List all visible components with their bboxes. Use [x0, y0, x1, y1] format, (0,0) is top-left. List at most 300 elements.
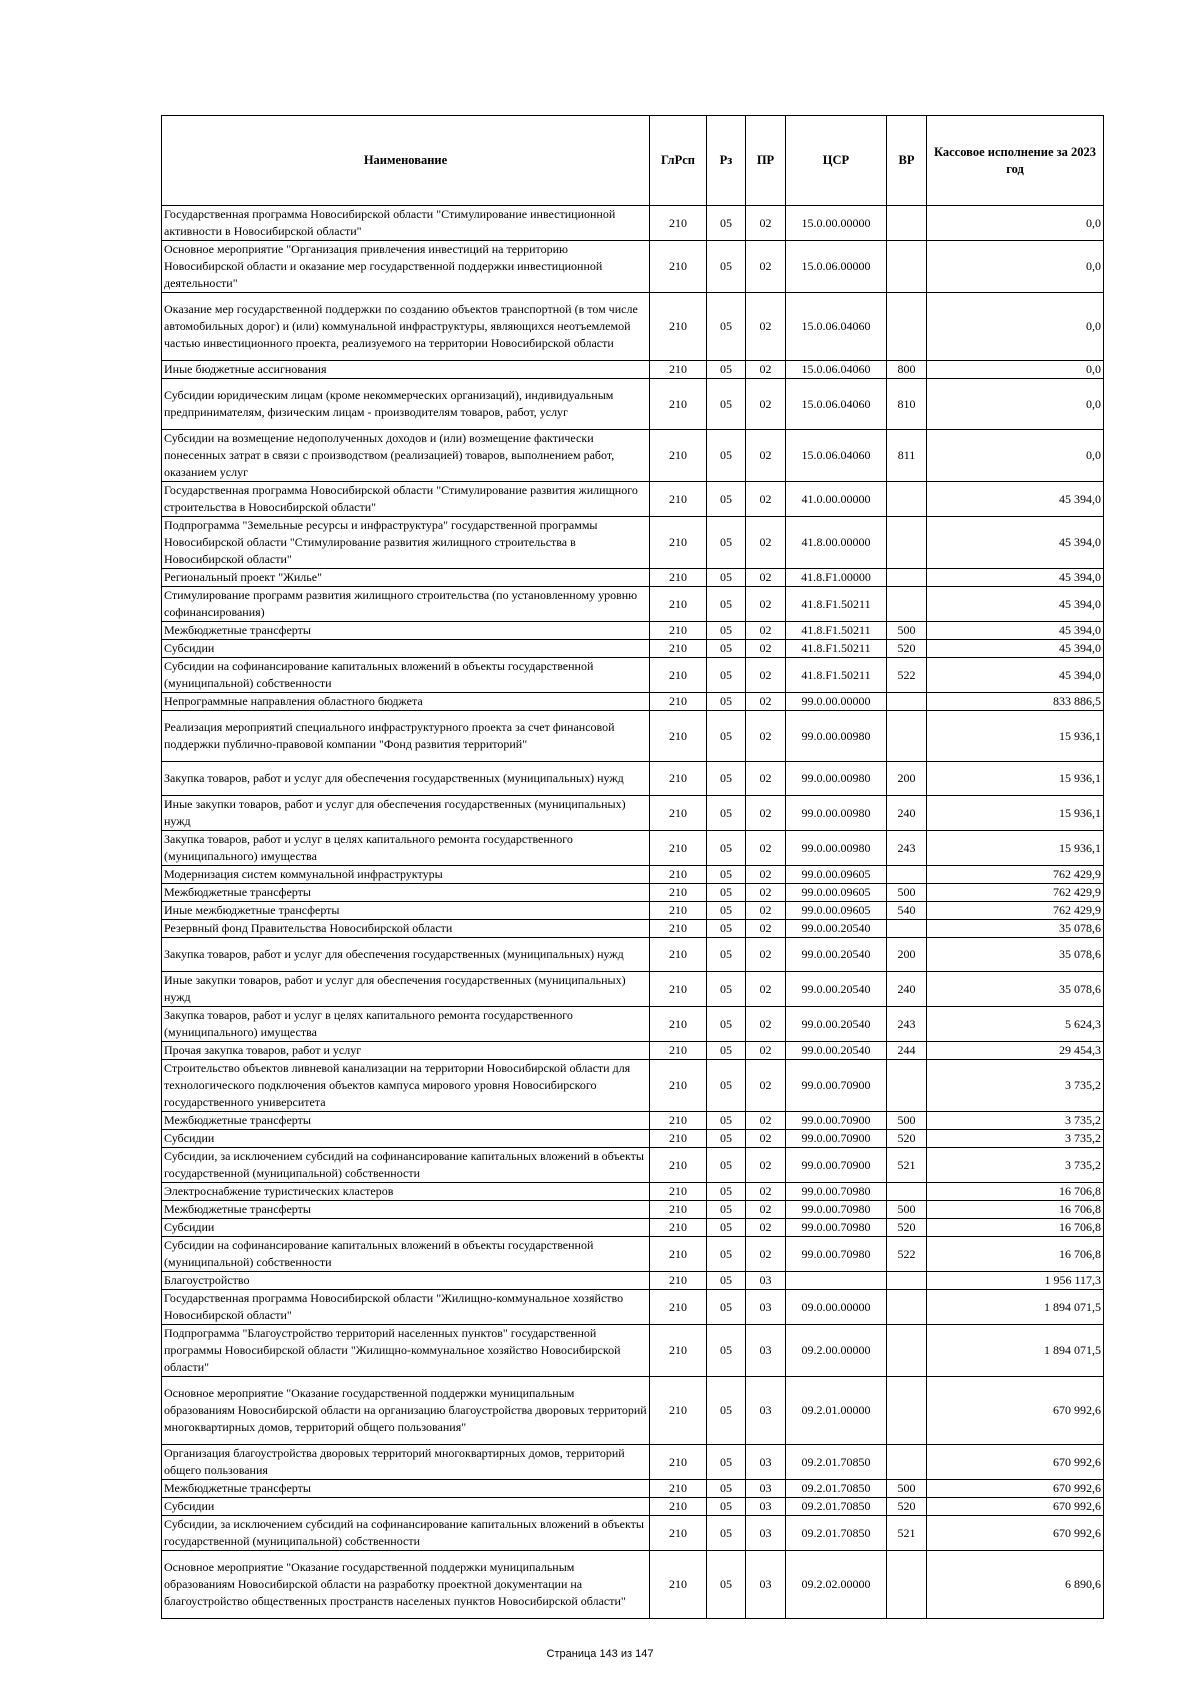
table-row: [162, 866, 1104, 884]
table-row: [162, 293, 1104, 361]
table-row: [162, 587, 1104, 622]
cell-rz: 05: [707, 640, 746, 658]
cell-amount: 1 894 071,5: [927, 1290, 1104, 1325]
cell-vr: 520: [887, 1130, 927, 1148]
cell-glrsp: 210: [650, 1130, 707, 1148]
cell-pr: 03: [746, 1445, 786, 1480]
cell-csr: 15.0.06.04060: [786, 293, 887, 361]
cell-vr: 500: [887, 1201, 927, 1219]
cell-amount: 15 936,1: [927, 711, 1104, 762]
cell-pr: 02: [746, 569, 786, 587]
cell-amount: 3 735,2: [927, 1130, 1104, 1148]
cell-pr: 02: [746, 1007, 786, 1042]
cell-csr: 99.0.00.20540: [786, 1042, 887, 1060]
cell-name: Межбюджетные трансферты: [162, 884, 650, 902]
cell-vr: [887, 587, 927, 622]
cell-name: Непрограммные направления областного бюджета: [162, 693, 650, 711]
cell-pr: 03: [746, 1498, 786, 1516]
cell-rz: 05: [707, 831, 746, 866]
cell-pr: 02: [746, 379, 786, 430]
cell-vr: [887, 482, 927, 517]
table-row: [162, 361, 1104, 379]
cell-name: Основное мероприятие "Оказание государственной поддержки муниципальным образованиям Новосибирской области на организацию благоустройства дворовых территорий многоквартирных домов, территорий общего пользования": [162, 1377, 650, 1445]
cell-glrsp: 210: [650, 1201, 707, 1219]
cell-name: Иные бюджетные ассигнования: [162, 361, 650, 379]
cell-vr: 240: [887, 972, 927, 1007]
cell-vr: [887, 1183, 927, 1201]
table-row: [162, 1060, 1104, 1112]
cell-name: Закупка товаров, работ и услуг в целях капитального ремонта государственного (муниципального) имущества: [162, 831, 650, 866]
cell-rz: 05: [707, 1516, 746, 1551]
cell-pr: 03: [746, 1480, 786, 1498]
cell-csr: 15.0.06.00000: [786, 241, 887, 293]
cell-name: Субсидии, за исключением субсидий на софинансирование капитальных вложений в объекты государственной (муниципальной) собственности: [162, 1516, 650, 1551]
cell-csr: 99.0.00.70980: [786, 1219, 887, 1237]
cell-vr: [887, 1290, 927, 1325]
cell-pr: 02: [746, 1130, 786, 1148]
cell-amount: 45 394,0: [927, 640, 1104, 658]
header-amount: Кассовое исполнение за 2023 год: [927, 116, 1104, 206]
cell-glrsp: 210: [650, 587, 707, 622]
cell-rz: 05: [707, 762, 746, 796]
cell-csr: 99.0.00.09605: [786, 866, 887, 884]
cell-pr: 02: [746, 241, 786, 293]
cell-name: Модернизация систем коммунальной инфраструктуры: [162, 866, 650, 884]
cell-vr: 800: [887, 361, 927, 379]
cell-rz: 05: [707, 430, 746, 482]
cell-pr: 02: [746, 1148, 786, 1183]
cell-pr: 02: [746, 361, 786, 379]
cell-rz: 05: [707, 1219, 746, 1237]
header-vr: ВР: [887, 116, 927, 206]
cell-name: Субсидии: [162, 1130, 650, 1148]
cell-rz: 05: [707, 482, 746, 517]
cell-pr: 02: [746, 1219, 786, 1237]
table-row: [162, 884, 1104, 902]
cell-vr: 520: [887, 640, 927, 658]
cell-rz: 05: [707, 938, 746, 972]
table-row: [162, 206, 1104, 241]
table-row: [162, 430, 1104, 482]
cell-amount: 45 394,0: [927, 569, 1104, 587]
cell-glrsp: 210: [650, 293, 707, 361]
cell-rz: 05: [707, 1201, 746, 1219]
cell-name: Субсидии юридическим лицам (кроме некоммерческих организаций), индивидуальным предпринимателям, физическим лицам - производителям товаров, работ, услуг: [162, 379, 650, 430]
table-row: [162, 796, 1104, 831]
cell-glrsp: 210: [650, 972, 707, 1007]
cell-csr: 99.0.00.00980: [786, 831, 887, 866]
cell-vr: [887, 517, 927, 569]
cell-vr: 522: [887, 658, 927, 693]
cell-rz: 05: [707, 517, 746, 569]
table-row: [162, 1516, 1104, 1551]
cell-amount: 0,0: [927, 241, 1104, 293]
cell-name: Субсидии: [162, 640, 650, 658]
cell-csr: 09.2.02.00000: [786, 1551, 887, 1619]
cell-pr: 02: [746, 831, 786, 866]
cell-amount: 15 936,1: [927, 762, 1104, 796]
table-row: [162, 1445, 1104, 1480]
cell-vr: 522: [887, 1237, 927, 1272]
table-row: [162, 1130, 1104, 1148]
cell-name: Межбюджетные трансферты: [162, 1201, 650, 1219]
cell-vr: 200: [887, 938, 927, 972]
cell-rz: 05: [707, 293, 746, 361]
cell-amount: 15 936,1: [927, 831, 1104, 866]
cell-pr: 02: [746, 622, 786, 640]
cell-pr: 02: [746, 587, 786, 622]
cell-rz: 05: [707, 1445, 746, 1480]
cell-csr: 99.0.00.70900: [786, 1112, 887, 1130]
cell-amount: 762 429,9: [927, 884, 1104, 902]
cell-vr: [887, 1325, 927, 1377]
cell-amount: 45 394,0: [927, 587, 1104, 622]
cell-rz: 05: [707, 902, 746, 920]
cell-rz: 05: [707, 1112, 746, 1130]
cell-pr: 02: [746, 920, 786, 938]
table-header-row: [162, 116, 1104, 206]
cell-csr: 99.0.00.70980: [786, 1237, 887, 1272]
cell-csr: 99.0.00.20540: [786, 920, 887, 938]
cell-vr: 521: [887, 1148, 927, 1183]
cell-amount: 3 735,2: [927, 1060, 1104, 1112]
table-row: [162, 1290, 1104, 1325]
cell-amount: 45 394,0: [927, 658, 1104, 693]
header-pr: ПР: [746, 116, 786, 206]
budget-table: [161, 115, 1104, 1619]
cell-amount: 670 992,6: [927, 1498, 1104, 1516]
table-row: [162, 658, 1104, 693]
cell-name: Иные закупки товаров, работ и услуг для обеспечения государственных (муниципальных) нужд: [162, 972, 650, 1007]
cell-name: Региональный проект "Жилье": [162, 569, 650, 587]
cell-vr: 240: [887, 796, 927, 831]
cell-name: Закупка товаров, работ и услуг для обеспечения государственных (муниципальных) нужд: [162, 762, 650, 796]
cell-rz: 05: [707, 693, 746, 711]
cell-glrsp: 210: [650, 1498, 707, 1516]
cell-glrsp: 210: [650, 920, 707, 938]
cell-glrsp: 210: [650, 1183, 707, 1201]
cell-pr: 03: [746, 1551, 786, 1619]
cell-pr: 02: [746, 517, 786, 569]
cell-amount: 670 992,6: [927, 1377, 1104, 1445]
cell-name: Закупка товаров, работ и услуг для обеспечения государственных (муниципальных) нужд: [162, 938, 650, 972]
cell-amount: 16 706,8: [927, 1183, 1104, 1201]
cell-pr: 02: [746, 972, 786, 1007]
cell-amount: 45 394,0: [927, 517, 1104, 569]
cell-rz: 05: [707, 1272, 746, 1290]
table-row: [162, 569, 1104, 587]
cell-glrsp: 210: [650, 206, 707, 241]
cell-vr: [887, 1377, 927, 1445]
cell-name: Иные закупки товаров, работ и услуг для обеспечения государственных (муниципальных) нужд: [162, 796, 650, 831]
cell-glrsp: 210: [650, 884, 707, 902]
cell-name: Подпрограмма "Земельные ресурсы и инфраструктура" государственной программы Новосибирской области "Стимулирование развития жилищного строительства в Новосибирской области": [162, 517, 650, 569]
cell-rz: 05: [707, 1498, 746, 1516]
cell-name: Субсидии на софинансирование капитальных вложений в объекты государственной (муниципальной) собственности: [162, 1237, 650, 1272]
header-name: Наименование: [162, 116, 650, 206]
cell-vr: [887, 1445, 927, 1480]
cell-glrsp: 210: [650, 866, 707, 884]
cell-pr: 02: [746, 640, 786, 658]
cell-pr: 03: [746, 1290, 786, 1325]
cell-csr: 99.0.00.20540: [786, 1007, 887, 1042]
cell-amount: 16 706,8: [927, 1237, 1104, 1272]
cell-glrsp: 210: [650, 1325, 707, 1377]
cell-glrsp: 210: [650, 1290, 707, 1325]
cell-amount: 16 706,8: [927, 1219, 1104, 1237]
cell-amount: 29 454,3: [927, 1042, 1104, 1060]
table-row: [162, 517, 1104, 569]
cell-csr: 99.0.00.70900: [786, 1060, 887, 1112]
cell-name: Межбюджетные трансферты: [162, 1112, 650, 1130]
cell-name: Основное мероприятие "Организация привлечения инвестиций на территорию Новосибирской области и оказание мер государственной поддержки инвестиционной деятельности": [162, 241, 650, 293]
cell-rz: 05: [707, 884, 746, 902]
cell-csr: 15.0.06.04060: [786, 430, 887, 482]
cell-vr: 200: [887, 762, 927, 796]
header-glrsp: ГлРсп: [650, 116, 707, 206]
table-row: [162, 379, 1104, 430]
cell-rz: 05: [707, 972, 746, 1007]
cell-rz: 05: [707, 1148, 746, 1183]
cell-csr: 41.8.F1.50211: [786, 587, 887, 622]
table-row: [162, 1480, 1104, 1498]
cell-name: Субсидии на возмещение недополученных доходов и (или) возмещение фактически понесенных затрат в связи с производством (реализацией) товаров, выполнением работ, оказанием услуг: [162, 430, 650, 482]
cell-name: Оказание мер государственной поддержки по созданию объектов транспортной (в том числе автомобильных дорог) и (или) коммунальной инфраструктуры, являющихся неотъемлемой частью инвестиционного проекта, реализуемого на территории Новосибирской области: [162, 293, 650, 361]
cell-csr: 41.8.F1.50211: [786, 658, 887, 693]
cell-pr: 02: [746, 658, 786, 693]
header-rz: Рз: [707, 116, 746, 206]
cell-name: Подпрограмма "Благоустройство территорий населенных пунктов" государственной программы Новосибирской области "Жилищно-коммунальное хозяйство Новосибирской области": [162, 1325, 650, 1377]
cell-name: Межбюджетные трансферты: [162, 1480, 650, 1498]
cell-glrsp: 210: [650, 711, 707, 762]
table-row: [162, 1112, 1104, 1130]
cell-vr: 520: [887, 1498, 927, 1516]
table-body: [162, 206, 1104, 1619]
cell-name: Стимулирование программ развития жилищного строительства (по установленному уровню софинансирования): [162, 587, 650, 622]
cell-amount: 0,0: [927, 430, 1104, 482]
cell-glrsp: 210: [650, 762, 707, 796]
cell-amount: 3 735,2: [927, 1148, 1104, 1183]
table-row: [162, 1219, 1104, 1237]
cell-csr: 41.8.00.00000: [786, 517, 887, 569]
cell-vr: [887, 1060, 927, 1112]
cell-glrsp: 210: [650, 1060, 707, 1112]
cell-name: Субсидии на софинансирование капитальных вложений в объекты государственной (муниципальной) собственности: [162, 658, 650, 693]
cell-rz: 05: [707, 1480, 746, 1498]
table-row: [162, 640, 1104, 658]
cell-pr: 02: [746, 938, 786, 972]
cell-rz: 05: [707, 1290, 746, 1325]
cell-rz: 05: [707, 920, 746, 938]
cell-csr: 15.0.06.04060: [786, 361, 887, 379]
cell-pr: 02: [746, 693, 786, 711]
cell-vr: 540: [887, 902, 927, 920]
cell-csr: 09.2.01.70850: [786, 1516, 887, 1551]
cell-csr: 99.0.00.70980: [786, 1183, 887, 1201]
cell-amount: 0,0: [927, 379, 1104, 430]
table-row: [162, 1377, 1104, 1445]
cell-glrsp: 210: [650, 1445, 707, 1480]
cell-glrsp: 210: [650, 1219, 707, 1237]
cell-vr: [887, 920, 927, 938]
cell-glrsp: 210: [650, 1237, 707, 1272]
cell-glrsp: 210: [650, 938, 707, 972]
cell-rz: 05: [707, 1183, 746, 1201]
cell-pr: 03: [746, 1377, 786, 1445]
cell-glrsp: 210: [650, 517, 707, 569]
cell-vr: 500: [887, 1112, 927, 1130]
table-row: [162, 1272, 1104, 1290]
cell-vr: [887, 293, 927, 361]
cell-amount: 762 429,9: [927, 866, 1104, 884]
cell-pr: 02: [746, 762, 786, 796]
cell-rz: 05: [707, 1042, 746, 1060]
cell-pr: 02: [746, 1201, 786, 1219]
cell-rz: 05: [707, 241, 746, 293]
cell-name: Межбюджетные трансферты: [162, 622, 650, 640]
cell-glrsp: 210: [650, 1148, 707, 1183]
cell-pr: 02: [746, 902, 786, 920]
table-row: [162, 1007, 1104, 1042]
cell-vr: 520: [887, 1219, 927, 1237]
cell-amount: 45 394,0: [927, 622, 1104, 640]
cell-name: Прочая закупка товаров, работ и услуг: [162, 1042, 650, 1060]
cell-amount: 833 886,5: [927, 693, 1104, 711]
cell-amount: 1 894 071,5: [927, 1325, 1104, 1377]
cell-rz: 05: [707, 569, 746, 587]
cell-glrsp: 210: [650, 569, 707, 587]
cell-vr: [887, 206, 927, 241]
cell-rz: 05: [707, 622, 746, 640]
cell-csr: 99.0.00.09605: [786, 884, 887, 902]
cell-glrsp: 210: [650, 796, 707, 831]
table-row: [162, 920, 1104, 938]
cell-name: Закупка товаров, работ и услуг в целях капитального ремонта государственного (муниципального) имущества: [162, 1007, 650, 1042]
cell-vr: [887, 711, 927, 762]
cell-glrsp: 210: [650, 361, 707, 379]
table-row: [162, 622, 1104, 640]
cell-csr: 09.0.00.00000: [786, 1290, 887, 1325]
table-row: [162, 241, 1104, 293]
cell-pr: 02: [746, 866, 786, 884]
cell-csr: 99.0.00.00980: [786, 762, 887, 796]
cell-csr: 41.8.F1.50211: [786, 640, 887, 658]
cell-glrsp: 210: [650, 693, 707, 711]
cell-vr: [887, 1551, 927, 1619]
table-row: [162, 1148, 1104, 1183]
cell-amount: 0,0: [927, 206, 1104, 241]
table-row: [162, 1325, 1104, 1377]
cell-glrsp: 210: [650, 1480, 707, 1498]
cell-amount: 670 992,6: [927, 1516, 1104, 1551]
table-row: [162, 762, 1104, 796]
cell-name: Государственная программа Новосибирской области "Жилищно-коммунальное хозяйство Новосибирской области": [162, 1290, 650, 1325]
cell-glrsp: 210: [650, 1377, 707, 1445]
cell-csr: 99.0.00.00980: [786, 796, 887, 831]
table-row: [162, 693, 1104, 711]
cell-rz: 05: [707, 587, 746, 622]
cell-rz: 05: [707, 711, 746, 762]
cell-name: Электроснабжение туристических кластеров: [162, 1183, 650, 1201]
table-row: [162, 831, 1104, 866]
cell-vr: 244: [887, 1042, 927, 1060]
cell-pr: 02: [746, 796, 786, 831]
cell-amount: 0,0: [927, 361, 1104, 379]
cell-glrsp: 210: [650, 379, 707, 430]
cell-amount: 762 429,9: [927, 902, 1104, 920]
cell-csr: 99.0.00.70980: [786, 1201, 887, 1219]
header-csr: ЦСР: [786, 116, 887, 206]
cell-pr: 03: [746, 1325, 786, 1377]
cell-glrsp: 210: [650, 1272, 707, 1290]
cell-rz: 05: [707, 361, 746, 379]
table-row: [162, 1551, 1104, 1619]
cell-rz: 05: [707, 1060, 746, 1112]
cell-csr: 09.2.01.00000: [786, 1377, 887, 1445]
cell-pr: 02: [746, 1237, 786, 1272]
table-row: [162, 482, 1104, 517]
cell-vr: 521: [887, 1516, 927, 1551]
cell-amount: 35 078,6: [927, 972, 1104, 1007]
cell-rz: 05: [707, 1237, 746, 1272]
cell-csr: 41.8.F1.00000: [786, 569, 887, 587]
cell-glrsp: 210: [650, 430, 707, 482]
cell-csr: 99.0.00.09605: [786, 902, 887, 920]
page-number: Страница 143 из 147: [546, 1648, 654, 1660]
cell-name: Основное мероприятие "Оказание государственной поддержки муниципальным образованиям Новосибирской области на разработку проектной документации на благоустройство общественных пространств населеных пунктов Новосибирской области": [162, 1551, 650, 1619]
cell-vr: [887, 1272, 927, 1290]
cell-name: Иные межбюджетные трансферты: [162, 902, 650, 920]
table-row: [162, 1183, 1104, 1201]
cell-name: Реализация мероприятий специального инфраструктурного проекта за счет финансовой поддержки публично-правовой компании "Фонд развития территорий": [162, 711, 650, 762]
cell-csr: 41.8.F1.50211: [786, 622, 887, 640]
cell-csr: 09.2.01.70850: [786, 1480, 887, 1498]
cell-amount: 5 624,3: [927, 1007, 1104, 1042]
cell-rz: 05: [707, 1130, 746, 1148]
cell-vr: [887, 241, 927, 293]
cell-vr: 810: [887, 379, 927, 430]
table-row: [162, 938, 1104, 972]
table-row: [162, 1201, 1104, 1219]
cell-amount: 6 890,6: [927, 1551, 1104, 1619]
cell-glrsp: 210: [650, 241, 707, 293]
cell-csr: 99.0.00.70900: [786, 1148, 887, 1183]
cell-rz: 05: [707, 1007, 746, 1042]
cell-csr: 09.2.01.70850: [786, 1445, 887, 1480]
cell-csr: 41.0.00.00000: [786, 482, 887, 517]
cell-glrsp: 210: [650, 1042, 707, 1060]
cell-pr: 02: [746, 884, 786, 902]
cell-rz: 05: [707, 1377, 746, 1445]
cell-vr: 811: [887, 430, 927, 482]
cell-rz: 05: [707, 796, 746, 831]
cell-rz: 05: [707, 379, 746, 430]
cell-csr: 99.0.00.20540: [786, 972, 887, 1007]
cell-amount: 35 078,6: [927, 938, 1104, 972]
cell-name: Организация благоустройства дворовых территорий многоквартирных домов, территорий общего пользования: [162, 1445, 650, 1480]
cell-amount: 0,0: [927, 293, 1104, 361]
cell-vr: 243: [887, 831, 927, 866]
cell-name: Благоустройство: [162, 1272, 650, 1290]
cell-csr: 09.2.01.70850: [786, 1498, 887, 1516]
cell-glrsp: 210: [650, 482, 707, 517]
cell-csr: [786, 1272, 887, 1290]
table-row: [162, 1237, 1104, 1272]
cell-name: Субсидии: [162, 1219, 650, 1237]
table-row: [162, 902, 1104, 920]
table-row: [162, 711, 1104, 762]
cell-csr: 99.0.00.70900: [786, 1130, 887, 1148]
